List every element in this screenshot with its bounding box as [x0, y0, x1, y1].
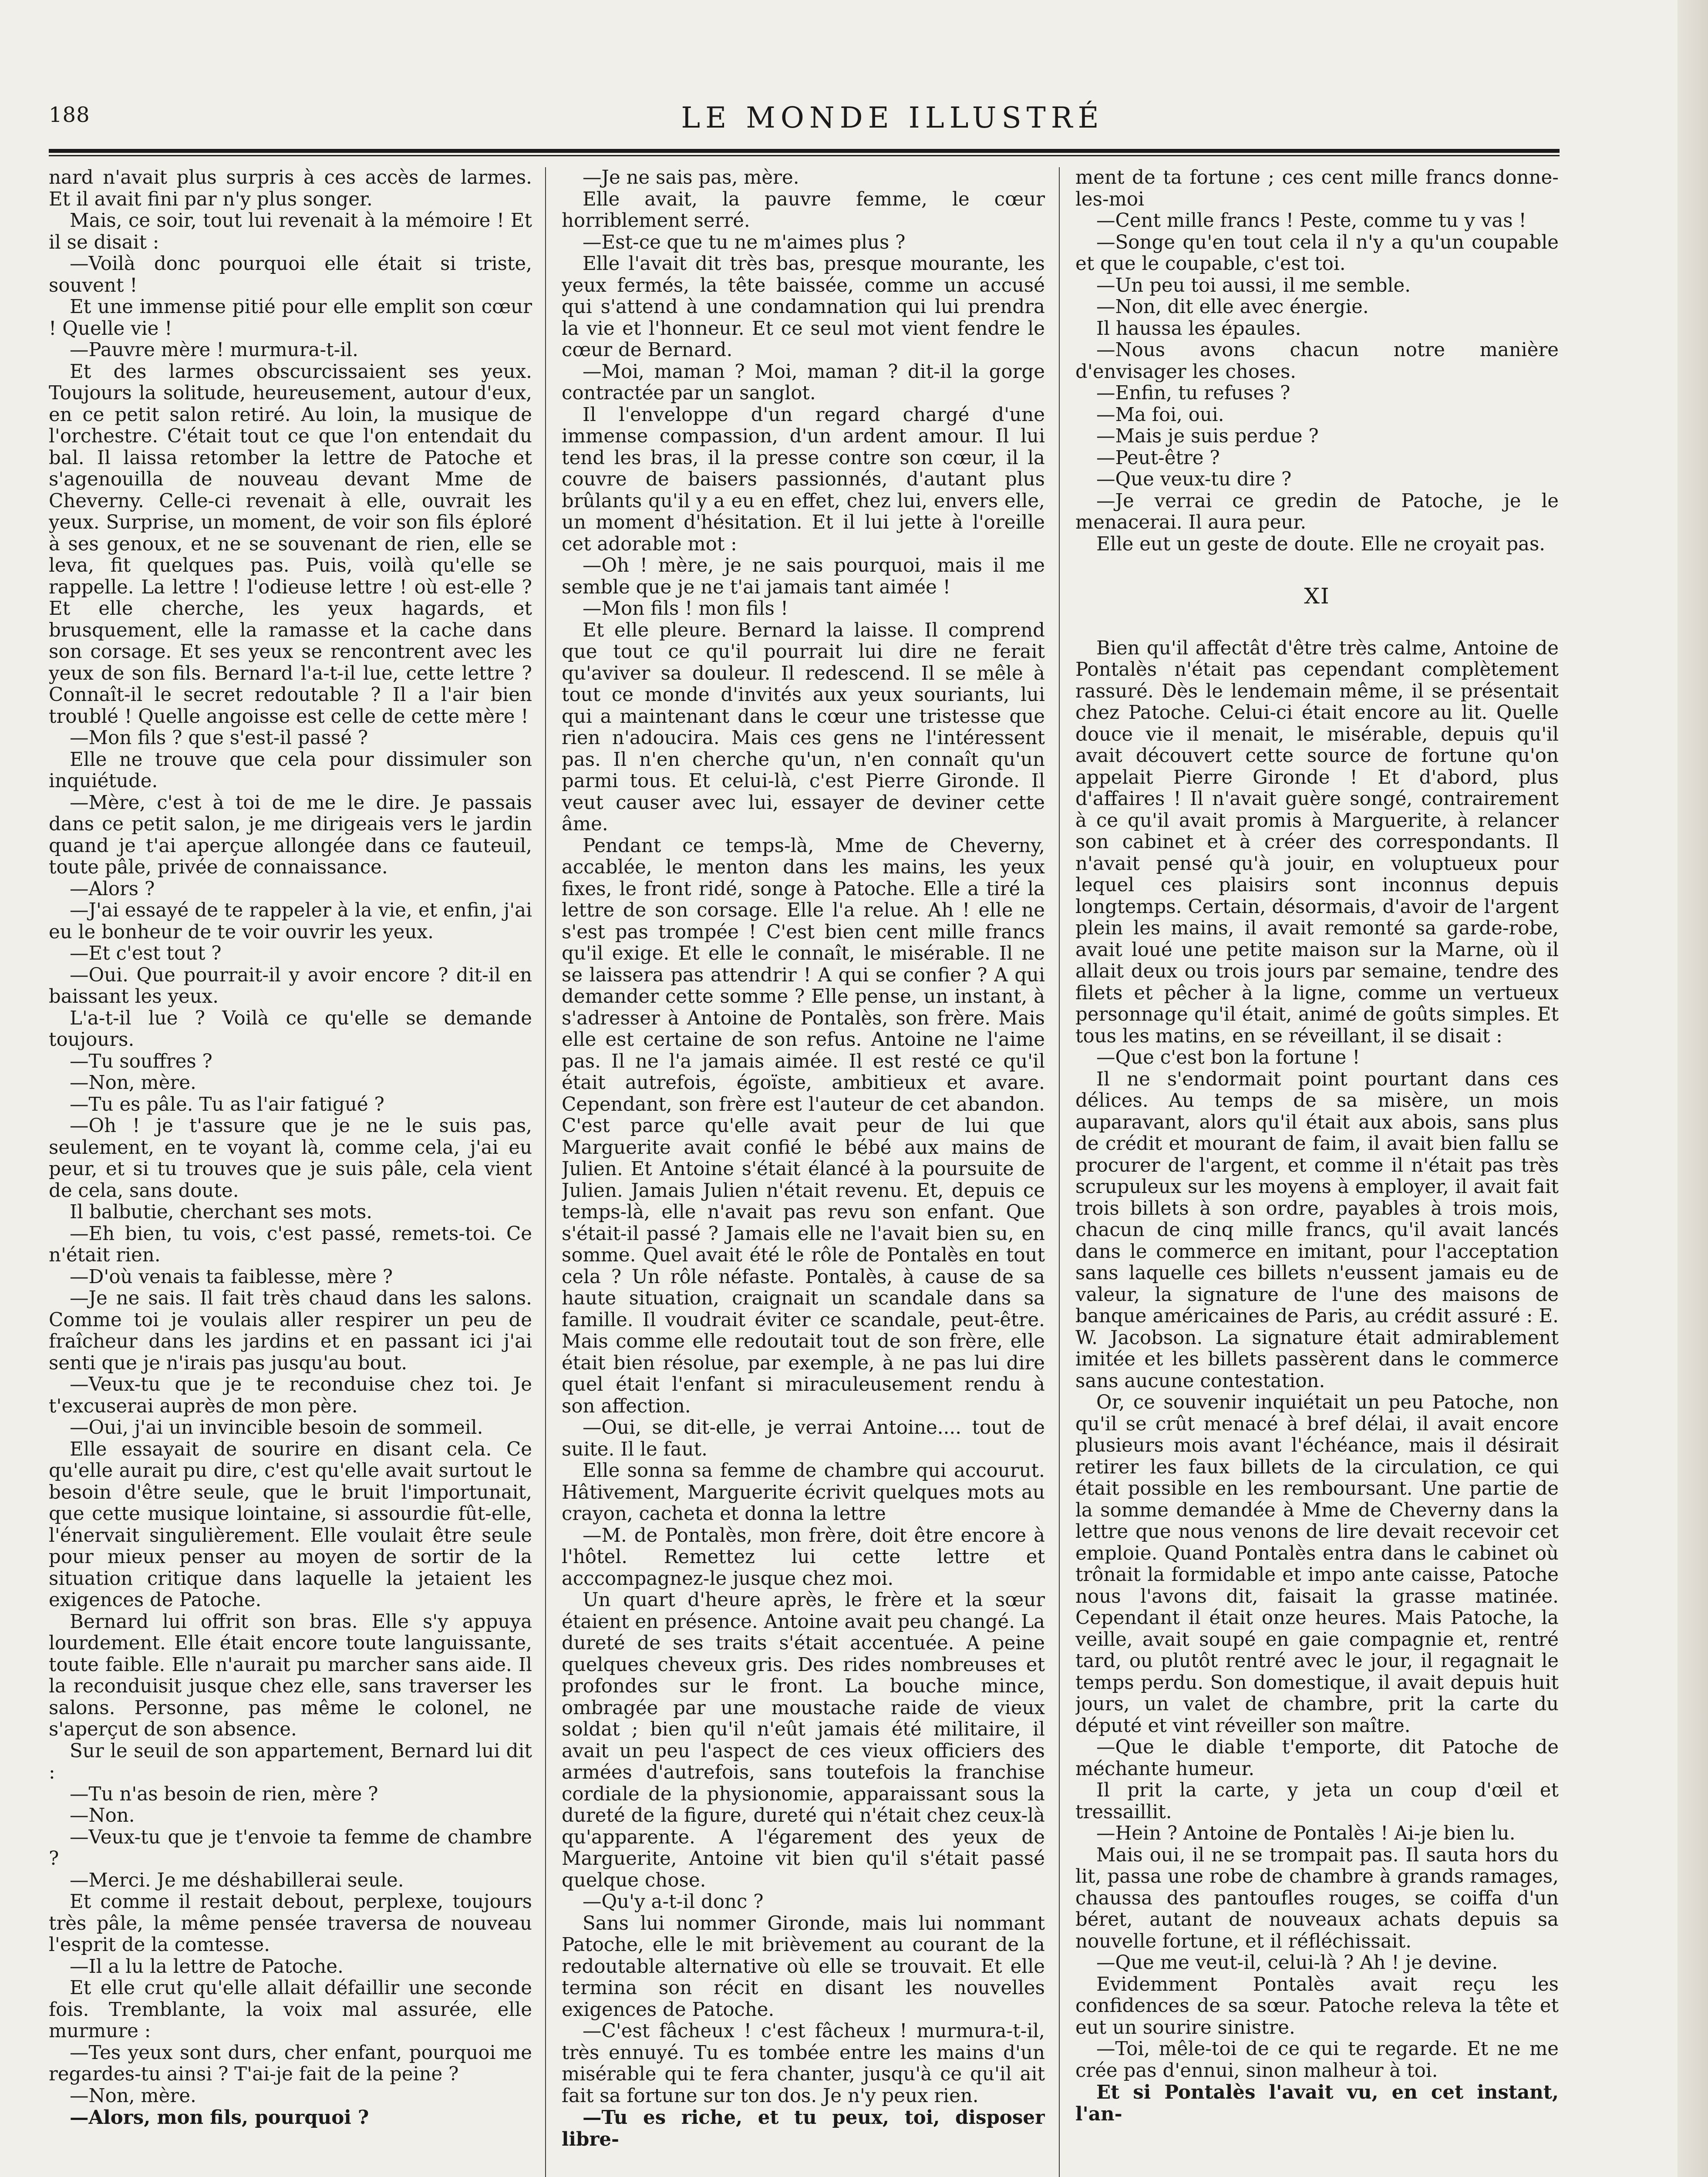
paragraph: —Qu'y a-t-il donc ?	[583, 1891, 764, 1913]
paragraph: Il balbutie, cherchant ses mots.	[70, 1201, 373, 1223]
paragraph: —Hein ? Antoine de Pontalès ! Ai-je bien lu.	[1096, 1823, 1516, 1844]
paragraph: —D'où venais ta faiblesse, mère ?	[70, 1266, 393, 1288]
paragraph: —Et c'est tout ?	[70, 943, 222, 964]
paragraph: —Oui. Que pourrait-il y avoir encore ? dit-il en baissant les yeux.	[49, 964, 532, 1008]
paragraph: Elle avait, la pauvre femme, le cœur horriblement serré.	[562, 188, 1045, 232]
paragraph: —Oui, se dit-elle, je verrai Antoine.... tout de suite. Il le faut.	[562, 1417, 1045, 1460]
paragraph: Elle sonna sa femme de chambre qui accourut. Hâtivement, Marguerite écrivit quelques mots au crayon, cacheta et donna la lettre	[562, 1460, 1045, 1525]
text-column-2	[562, 167, 1045, 2177]
text-column-3	[1075, 167, 1559, 2177]
paragraph: —Veux-tu que je t'envoie ta femme de chambre ?	[49, 1826, 532, 1870]
paragraph: —Tu es riche, et tu peux, toi, disposer libre-	[562, 2106, 1045, 2150]
paragraph: —Oui, j'ai un invincible besoin de sommeil.	[70, 1417, 483, 1439]
paragraph: —Enfin, tu refuses ?	[1096, 382, 1290, 404]
paragraph: —M. de Pontalès, mon frère, doit être encore à l'hôtel. Remettez lui cette lettre et acccompagnez-le jusque chez moi.	[562, 1524, 1045, 1590]
paragraph: —Eh bien, tu vois, c'est passé, remets-toi. Ce n'était rien.	[49, 1223, 532, 1266]
paragraph: —Mon fils ! mon fils !	[583, 598, 788, 620]
paragraph: —Que le diable t'emporte, dit Patoche de méchante humeur.	[1075, 1736, 1559, 1780]
paragraph: Et elle crut qu'elle allait défaillir une seconde fois. Tremblante, la voix mal assurée, elle murmure :	[49, 1977, 532, 2042]
paragraph: —Nous avons chacun notre manière d'envisager les choses.	[1075, 339, 1559, 383]
paragraph: Pendant ce temps-là, Mme de Cheverny, accablée, le menton dans les mains, les yeux fixes, le front ridé, songe à Patoche. Elle a tiré la lettre de son corsage. Elle l'a relue. Ah ! elle ne s'est pas trompée ! C'est bien cent mille francs qu'il exige. Et elle le connaît, le misérable. Il ne se laissera pas attendrir ! A qui se confier ? A qui demander cette somme ? Elle pense, un instant, à s'adresser à Antoine de Pontalès, son frère. Mais elle est certaine de son refus. Antoine ne l'aime pas. Il ne l'a jamais aimée. Il est resté ce qu'il était autrefois, égoïste, ambitieux et avare. Cependant, son frère est l'auteur de cet abandon. C'est parce qu'elle avait peur de lui que Marguerite avait confié le bébé aux mains de Julien. Et Antoine s'était élancé à la poursuite de Julien. Jamais Julien n'était revenu. Et, depuis ce temps-là, elle n'avait pas revu son enfant. Que s'était-il passé ? Jamais elle ne l'avait bien su, en somme. Quel avait été le rôle de Pontalès en tout cela ? Un rôle néfaste. Pontalès, à cause de sa haute situation, craignait un scandale dans sa famille. Il voudrait éviter ce scandale, peut-être. Mais comme elle redoutait tout de son frère, elle était bien résolue, par exemple, à ne pas lui dire quel était l'enfant si miraculeusement rendu à son affection.	[562, 835, 1045, 1417]
paragraph: —Merci. Je me déshabillerai seule.	[70, 1869, 404, 1891]
paragraph: —Songe qu'en tout cela il n'y a qu'un coupable et que le coupable, c'est toi.	[1075, 231, 1559, 275]
paragraph: —Cent mille francs ! Peste, comme tu y vas !	[1096, 210, 1526, 232]
paragraph: —Que c'est bon la fortune !	[1096, 1047, 1360, 1068]
paragraph: Mais oui, il ne se trompait pas. Il sauta hors du lit, passa une robe de chambre à grands ramages, chaussa des pantoufles rouges, se coiffa d'un béret, autant de nouveaux achats depuis sa nouvelle fortune, et il réfléchissait.	[1075, 1844, 1559, 1952]
paragraph: —Toi, mêle-toi de ce qui te regarde. Et ne me crée pas d'ennui, sinon malheur à toi.	[1075, 2038, 1559, 2082]
column-divider	[545, 167, 546, 2177]
paragraph: —Non, mère.	[70, 2085, 196, 2107]
paragraph: Il ne s'endormait point pourtant dans ces délices. Au temps de sa misère, un mois auparavant, alors qu'il était aux abois, sans plus de crédit et mourant de faim, il avait bien fallu se procurer de l'argent, et comme il n'était pas très scrupuleux sur les moyens à employer, il avait fait trois billets à son ordre, payables à trois mois, chacun de cinq mille francs, qu'il avait lancés dans le commerce en imitant, pour l'acceptation sans laquelle ces billets n'eussent jamais eu de valeur, la signature de l'une des maisons de banque américaines de Paris, au crédit assuré : E. W. Jacobson. La signature était admirablement imitée et les billets passèrent dans le commerce sans aucune contestation.	[1075, 1068, 1559, 1392]
masthead-title: LE MONDE ILLUSTRÉ	[681, 101, 1104, 135]
paragraph: —Oh ! mère, je ne sais pourquoi, mais il me semble que je ne t'ai jamais tant aimée !	[562, 555, 1045, 598]
paragraph: —Veux-tu que je te reconduise chez toi. Je t'excuserai auprès de mon père.	[49, 1374, 532, 1417]
paragraph: —Est-ce que tu ne m'aimes plus ?	[583, 231, 906, 253]
section-heading: XI	[1304, 583, 1330, 609]
paragraph: Et des larmes obscurcissaient ses yeux. Toujours la solitude, heureusement, autour d'eux, en ce petit salon retiré. Au loin, la musique de l'orchestre. C'était tout ce que l'on entendait du bal. Il laissa retomber la lettre de Patoche et s'agenouilla de nouveau devant Mme de Cheverny. Celle-ci revenait à elle, ouvrait les yeux. Surprise, un moment, de voir son fils éploré à ses genoux, et ne se souvenant de rien, elle se leva, fit quelques pas. Puis, voilà qu'elle se rappelle. La lettre ! l'odieuse lettre ! où est-elle ? Et elle cherche, les yeux hagards, et brusquement, elle la ramasse et la cache dans son corsage. Et ses yeux se rencontrent avec les yeux de son fils. Bernard l'a-t-il lue, cette lettre ? Connaît-il le secret redoutable ? Il a l'air bien troublé ! Quelle angoisse est celle de cette mère !	[49, 361, 532, 728]
paragraph: Bernard lui offrit son bras. Elle s'y appuya lourdement. Elle était encore toute languissante, toute faible. Elle n'aurait pu marcher sans aide. Il la reconduisit jusque chez elle, sans traverser les salons. Personne, pas même le colonel, ne s'aperçut de son absence.	[49, 1611, 532, 1740]
paragraph: —C'est fâcheux ! c'est fâcheux ! murmura-t-il, très ennuyé. Tu es tombée entre les mains d'un misérable qui te fera chanter, jusqu'à ce qu'il ait fait sa fortune sur ton dos. Je n'y peux rien.	[562, 2020, 1045, 2107]
paragraph: —Mère, c'est à toi de me le dire. Je passais dans ce petit salon, je me dirigeais vers le jardin quand je t'ai aperçue allongée dans ce fauteuil, toute pâle, privée de connaissance.	[49, 792, 532, 878]
paragraph: Elle essayait de sourire en disant cela. Ce qu'elle aurait pu dire, c'est qu'elle avait surtout le besoin d'être seule, que le bruit l'importunait, que cette musique lointaine, si assourdie fût-elle, l'énervait singulièrement. Elle voulait être seule pour mieux penser au moyen de sortir de la situation critique dans laquelle la jetaient les exigences de Patoche.	[49, 1438, 532, 1611]
paragraph: —J'ai essayé de te rappeler à la vie, et enfin, j'ai eu le bonheur de te voir ouvrir les yeux.	[49, 900, 532, 943]
paragraph: Il l'enveloppe d'un regard chargé d'une immense compassion, d'un ardent amour. Il lui tend les bras, il la presse contre son cœur, il la couvre de baisers passionnés, d'autant plus brûlants qu'il y a eu en effet, chez lui, envers elle, un moment d'hésitation. Et il lui jette à l'oreille cet adorable mot :	[562, 404, 1045, 555]
paragraph: Evidemment Pontalès avait reçu les confidences de sa sœur. Patoche releva la tête et eut un sourire sinistre.	[1075, 1973, 1559, 2039]
paragraph: Sur le seuil de son appartement, Bernard lui dit :	[49, 1740, 532, 1783]
paragraph: —Je verrai ce gredin de Patoche, je le menacerai. Il aura peur.	[1075, 490, 1559, 533]
paragraph: Et une immense pitié pour elle emplit son cœur ! Quelle vie !	[49, 296, 532, 340]
paragraph: —Un peu toi aussi, il me semble.	[1096, 274, 1411, 297]
paragraph: —Mon fils ? que s'est-il passé ?	[70, 727, 368, 749]
header-rule-thick	[49, 149, 1560, 153]
paragraph: —Je ne sais pas, mère.	[583, 167, 799, 189]
header-rule-thin	[49, 155, 1560, 156]
paragraph: Et elle pleure. Bernard la laisse. Il comprend que tout ce qu'il pourrait lui dire ne ferait qu'aviver sa douleur. Il redescend. Il se mêle à tout ce monde d'invités aux yeux souriants, lui qui a maintenant dans le cœur une tristesse que rien n'adoucira. Mais ces gens ne l'intéressent pas. Il n'en cherche qu'un, n'en connaît qu'un parmi tous. Et celui-là, c'est Pierre Gironde. Il veut causer avec lui, essayer de deviner cette âme.	[562, 619, 1045, 835]
text-column-1	[49, 167, 532, 2177]
paragraph: Elle eut un geste de doute. Elle ne croyait pas.	[1096, 533, 1546, 555]
paragraph: —Pauvre mère ! murmura-t-il.	[70, 339, 358, 361]
page-number: 188	[49, 103, 90, 127]
paragraph: ment de ta fortune ; ces cent mille francs donne-les-moi	[1075, 167, 1559, 210]
paragraph: —Tes yeux sont durs, cher enfant, pourquoi me regardes-tu ainsi ? T'ai-je fait de la peine ?	[49, 2042, 532, 2085]
paragraph: —Alors ?	[70, 878, 155, 900]
paragraph: Il prit la carte, y jeta un coup d'œil et tressaillit.	[1075, 1779, 1559, 1823]
paragraph: Et comme il restait debout, perplexe, toujours très pâle, la même pensée traversa de nouveau l'esprit de la comtesse.	[49, 1891, 532, 1956]
paragraph: —Moi, maman ? Moi, maman ? dit-il la gorge contractée par un sanglot.	[562, 361, 1045, 404]
paragraph: —Tu n'as besoin de rien, mère ?	[70, 1783, 378, 1805]
paragraph: Elle l'avait dit très bas, presque mourante, les yeux fermés, la tête baissée, comme un accusé qui s'attend à une condamnation qui lui prendra la vie et l'honneur. Et ce seul mot vient fendre le cœur de Bernard.	[562, 253, 1045, 361]
paragraph: —Que veux-tu dire ?	[1096, 468, 1292, 490]
paragraph: —Tu es pâle. Tu as l'air fatigué ?	[70, 1093, 384, 1115]
paragraph: Sans lui nommer Gironde, mais lui nommant Patoche, elle le mit brièvement au courant de la redoutable alternative où elle se trouvait. Et elle termina son récit en disant les nouvelles exigences de Patoche.	[562, 1912, 1045, 2021]
paragraph: —Tu souffres ?	[70, 1050, 212, 1072]
paragraph: Il haussa les épaules.	[1096, 317, 1301, 340]
paragraph: Elle ne trouve que cela pour dissimuler son inquiétude.	[49, 748, 532, 792]
paragraph: Et si Pontalès l'avait vu, en cet instant, l'an-	[1075, 2081, 1559, 2125]
paragraph: Un quart d'heure après, le frère et la sœur étaient en présence. Antoine avait peu changé. La dureté de ses traits s'était accentuée. A peine quelques cheveux gris. Des rides nombreuses et profondes sur le front. La bouche mince, ombragée par une moustache raide de vieux soldat ; bien qu'il n'eût jamais été militaire, il avait un peu l'aspect de ces vieux officiers des armées d'autrefois, sans toutefois la franchise cordiale de la physionomie, apparaissant sous la dureté de la figure, dureté qui n'était chez ceux-là qu'apparente. A l'égarement des yeux de Marguerite, Antoine vit bien qu'il s'était passé quelque chose.	[562, 1589, 1045, 1891]
page-edge	[1678, 0, 1708, 2177]
column-divider	[1059, 167, 1060, 2177]
paragraph: —Voilà donc pourquoi elle était si triste, souvent !	[49, 253, 532, 297]
paragraph: —Que me veut-il, celui-là ? Ah ! je devine.	[1096, 1952, 1498, 1974]
paragraph: Or, ce souvenir inquiétait un peu Patoche, non qu'il se crût menacé à bref délai, il avait encore plusieurs mois avant l'échéance, mais il désirait retirer les faux billets de la circulation, ce qui était possible en les remboursant. Une partie de la somme demandée à Mme de Cheverny dans la lettre que nous venons de lire devait recevoir cet emploie. Quand Pontalès entra dans le cabinet où trônait la formidable et impo ante caisse, Patoche nous l'avons dit, faisait la grasse matinée. Cependant il était onze heures. Mais Patoche, la veille, avait soupé en gaie compagnie et, rentré tard, ou plutôt rentré avec le jour, il regagnait le temps perdu. Son domestique, il avait depuis huit jours, un valet de chambre, prit la carte du député et vint réveiller son maître.	[1075, 1392, 1559, 1737]
paragraph: —Il a lu la lettre de Patoche.	[70, 1955, 344, 1978]
paragraph: —Non.	[70, 1805, 135, 1827]
paragraph: Mais, ce soir, tout lui revenait à la mémoire ! Et il se disait :	[49, 210, 532, 253]
paragraph: nard n'avait plus surpris à ces accès de larmes. Et il avait fini par n'y plus songer.	[49, 167, 532, 210]
paragraph: —Oh ! je t'assure que je ne le suis pas, seulement, en te voyant là, comme cela, j'ai eu peur, et si tu trouves que je suis pâle, cela vient de cela, sans doute.	[49, 1115, 532, 1202]
paragraph: —Peut-être ?	[1096, 447, 1220, 469]
paragraph: Bien qu'il affectât d'être très calme, Antoine de Pontalès n'était pas cependant complètement rassuré. Dès le lendemain même, il se présentait chez Patoche. Celui-ci était encore au lit. Quelle douce vie il menait, le misérable, depuis qu'il avait découvert cette source de fortune qu'on appelait Pierre Gironde ! Et d'abord, plus d'affaires ! Il n'avait guère songé, contrairement à ce qu'il avait promis à Marguerite, à relancer son cabinet et à créer des correspondants. Il n'avait pensé qu'à jouir, en voluptueux pour lequel ces plaisirs sont inconnus depuis longtemps. Certain, désormais, d'avoir de l'argent plein les mains, il avait remonté sa garde-robe, avait loué une petite maison sur la Marne, où il allait deux ou trois jours par semaine, tendre des filets et pêcher à la ligne, comme un vertueux personnage qu'il était, animé de goûts simples. Et tous les matins, en se réveillant, il se disait :	[1075, 637, 1559, 1047]
paragraph: —Je ne sais. Il fait très chaud dans les salons. Comme toi je voulais aller respirer un peu de fraîcheur dans les jardins et en passant ici j'ai senti que je n'irais pas jusqu'au bout.	[49, 1287, 532, 1374]
paragraph: L'a-t-il lue ? Voilà ce qu'elle se demande toujours.	[49, 1007, 532, 1051]
paragraph: —Mais je suis perdue ?	[1096, 425, 1319, 447]
paragraph: —Non, dit elle avec énergie.	[1096, 296, 1369, 318]
paragraph: —Non, mère.	[70, 1072, 196, 1094]
paragraph: —Alors, mon fils, pourquoi ?	[70, 2106, 369, 2129]
paragraph: —Ma foi, oui.	[1096, 404, 1224, 426]
